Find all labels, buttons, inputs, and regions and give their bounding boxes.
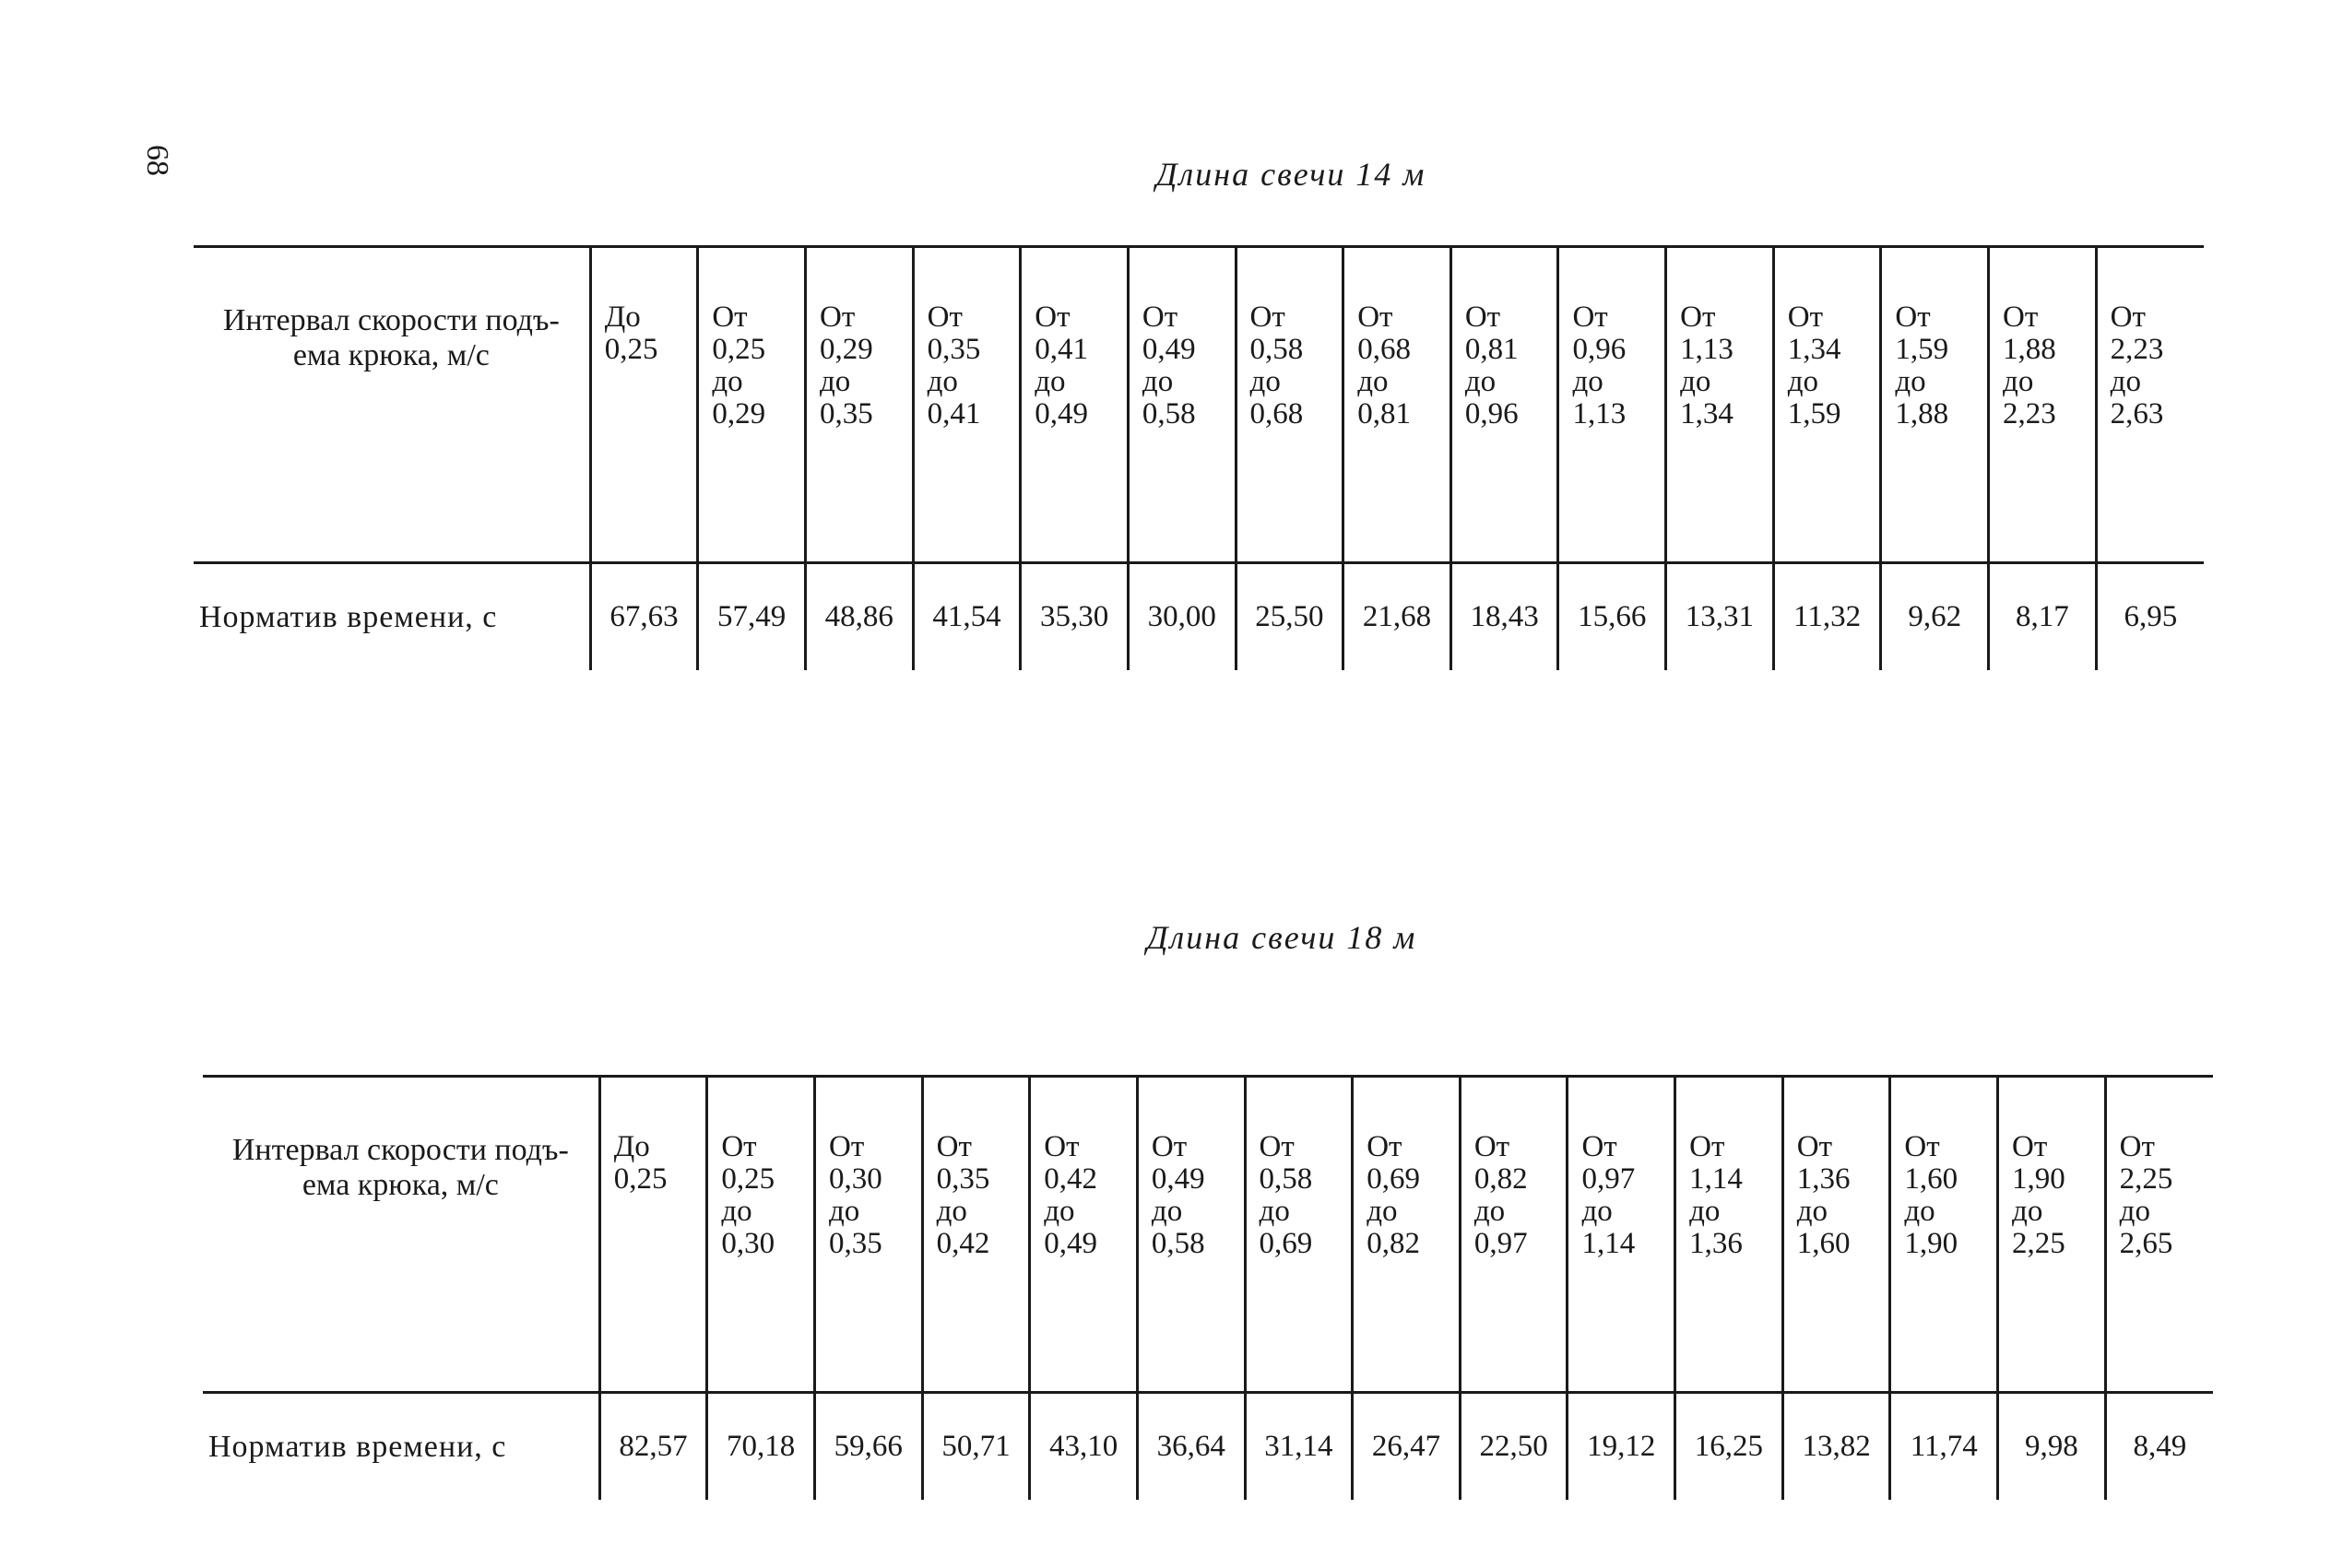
interval-cell xyxy=(1890,1077,1998,1393)
interval-cell xyxy=(2096,247,2204,563)
interval-cell-text: От xyxy=(1572,301,1608,334)
norm-cell: 30,00 xyxy=(1128,563,1236,671)
interval-cell-text: От xyxy=(1151,1130,1188,1163)
norm-cell: 13,82 xyxy=(1782,1393,1890,1501)
interval-cell xyxy=(1773,247,1881,563)
interval-cell-text: 0,97 xyxy=(1581,1162,1636,1196)
interval-cell xyxy=(599,1077,707,1393)
interval-cell-text: От xyxy=(2119,1130,2155,1163)
interval-header-label xyxy=(194,247,590,563)
interval-cell-text: От xyxy=(1680,301,1716,334)
interval-cell-text: 1,60 xyxy=(1796,1227,1851,1260)
interval-cell-text: 2,23 xyxy=(2003,397,2056,430)
interval-cell-text: до xyxy=(712,365,743,398)
interval-cell-text: до xyxy=(1796,1195,1828,1228)
interval-cell xyxy=(698,247,806,563)
norm-header-label: Норматив времени, с xyxy=(199,599,498,634)
interval-cell-text: От xyxy=(1249,301,1285,334)
interval-cell-text: От xyxy=(1044,1130,1080,1163)
interval-cell-text: 1,14 xyxy=(1689,1162,1743,1196)
interval-cell-text: 0,35 xyxy=(927,333,981,366)
interval-cell-text: 0,30 xyxy=(828,1162,882,1196)
norm-cell: 9,98 xyxy=(1998,1393,2106,1501)
interval-cell-text: От xyxy=(1035,301,1071,334)
interval-cell-text: до xyxy=(721,1195,752,1228)
interval-cell xyxy=(1343,247,1451,563)
interval-cell-text: 0,82 xyxy=(1367,1227,1420,1260)
interval-cell-text: до xyxy=(1680,365,1711,398)
interval-header-label-line1: Интервал скорости подъ- xyxy=(231,1133,569,1167)
interval-cell-text: до xyxy=(1259,1195,1290,1228)
interval-cell-text: 0,68 xyxy=(1249,397,1304,430)
norm-cell: 6,95 xyxy=(2096,563,2204,671)
norm-cell: 57,49 xyxy=(698,563,806,671)
interval-cell-text: 0,81 xyxy=(1464,333,1519,366)
norm-cell: 25,50 xyxy=(1236,563,1343,671)
interval-cell-text: 0,69 xyxy=(1259,1227,1313,1260)
interval-cell-text: до xyxy=(1904,1195,1935,1228)
page-number: 68 xyxy=(140,145,174,176)
interval-cell-text: 0,49 xyxy=(1044,1227,1098,1260)
interval-cell-text: 0,58 xyxy=(1151,1227,1205,1260)
interval-cell-text: до xyxy=(1151,1195,1183,1228)
interval-cell-text: От xyxy=(828,1130,865,1163)
section-title-candle-14m: Длина свечи 14 м xyxy=(1155,156,1426,193)
interval-cell xyxy=(2105,1077,2213,1393)
interval-cell-text: От xyxy=(819,301,856,334)
norm-row xyxy=(203,1393,2213,1501)
norm-cell: 22,50 xyxy=(1460,1393,1568,1501)
interval-cell-text: 0,58 xyxy=(1249,333,1304,366)
interval-cell-text: От xyxy=(1895,301,1931,334)
interval-cell-text: 0,49 xyxy=(1142,333,1196,366)
interval-cell-text: До xyxy=(604,301,641,334)
interval-cell xyxy=(1558,247,1666,563)
norm-cell: 59,66 xyxy=(814,1393,922,1501)
interval-cell-text: От xyxy=(1787,301,1824,334)
interval-cell-text: 0,42 xyxy=(1044,1162,1098,1196)
interval-cell-text: От xyxy=(2110,301,2146,334)
interval-header-label-line2: ема крюка, м/с xyxy=(292,338,490,372)
norm-cell: 13,31 xyxy=(1666,563,1774,671)
interval-cell-text: 1,90 xyxy=(2012,1162,2065,1196)
interval-cell-text: до xyxy=(819,365,851,398)
interval-cell-text: до xyxy=(1787,365,1819,398)
interval-cell xyxy=(1353,1077,1461,1393)
interval-cell-text: до xyxy=(2003,365,2034,398)
interval-cell-text: 0,25 xyxy=(721,1162,775,1196)
norm-cell: 67,63 xyxy=(590,563,698,671)
interval-cell xyxy=(1460,1077,1568,1393)
interval-cell-text: 0,58 xyxy=(1259,1162,1313,1196)
interval-cell-text: 1,90 xyxy=(1904,1227,1958,1260)
interval-cell xyxy=(1245,1077,1353,1393)
norm-row xyxy=(194,563,2204,671)
norm-cell: 16,25 xyxy=(1675,1393,1783,1501)
interval-header-label xyxy=(203,1077,599,1393)
interval-cell-text: От xyxy=(2012,1130,2048,1163)
interval-cell-text: От xyxy=(1464,301,1501,334)
interval-cell-text: до xyxy=(1581,1195,1613,1228)
interval-cell-text: до xyxy=(1357,365,1389,398)
interval-cell-text: От xyxy=(1367,1130,1402,1163)
interval-cell-text: 0,97 xyxy=(1473,1227,1528,1260)
interval-cell-text: до xyxy=(927,365,958,398)
norm-table-candle-18m xyxy=(203,1075,2213,1500)
interval-header-label-line2: ема крюка, м/с xyxy=(302,1168,499,1202)
norm-cell: 35,30 xyxy=(1021,563,1129,671)
interval-row xyxy=(203,1077,2213,1393)
interval-cell-text: 0,25 xyxy=(613,1162,668,1196)
interval-cell-text: 0,81 xyxy=(1357,397,1411,430)
interval-cell-text: 1,13 xyxy=(1680,333,1733,366)
interval-cell-text: 1,13 xyxy=(1572,397,1627,430)
interval-cell-text: От xyxy=(1259,1130,1295,1163)
interval-cell-text: до xyxy=(1035,365,1066,398)
interval-header-label-line1: Интервал скорости подъ- xyxy=(222,303,560,337)
interval-cell-text: 0,96 xyxy=(1572,333,1627,366)
norm-table-candle-14m xyxy=(194,245,2204,670)
interval-cell-text: до xyxy=(1367,1195,1398,1228)
interval-cell xyxy=(1881,247,1989,563)
norm-cell: 19,12 xyxy=(1568,1393,1675,1501)
interval-cell xyxy=(1236,247,1343,563)
interval-cell-text: От xyxy=(927,301,963,334)
norm-cell: 15,66 xyxy=(1558,563,1666,671)
interval-cell-text: 0,41 xyxy=(927,397,981,430)
interval-cell xyxy=(707,1077,815,1393)
interval-cell-text: 0,25 xyxy=(604,333,658,366)
interval-cell xyxy=(1675,1077,1783,1393)
interval-cell-text: до xyxy=(1249,365,1281,398)
interval-cell-text: 0,68 xyxy=(1357,333,1411,366)
interval-cell-text: От xyxy=(1796,1130,1833,1163)
interval-cell-text: до xyxy=(1142,365,1174,398)
interval-cell-text: От xyxy=(712,301,748,334)
interval-cell-text: 0,35 xyxy=(828,1227,882,1260)
interval-cell xyxy=(1137,1077,1245,1393)
norm-cell: 82,57 xyxy=(599,1393,707,1501)
interval-cell xyxy=(1128,247,1236,563)
interval-cell-text: 2,63 xyxy=(2110,397,2164,430)
interval-cell-text: до xyxy=(1895,365,1926,398)
norm-cell: 18,43 xyxy=(1450,563,1558,671)
interval-cell-text: 1,14 xyxy=(1581,1227,1636,1260)
norm-cell: 26,47 xyxy=(1353,1393,1461,1501)
interval-cell xyxy=(1568,1077,1675,1393)
interval-cell-text: От xyxy=(936,1130,972,1163)
interval-cell-text: 0,35 xyxy=(819,397,873,430)
interval-cell-text: до xyxy=(828,1195,860,1228)
norm-cell: 21,68 xyxy=(1343,563,1451,671)
norm-cell: 11,32 xyxy=(1773,563,1881,671)
interval-cell-text: От xyxy=(2003,301,2039,334)
interval-cell-text: 0,82 xyxy=(1473,1162,1528,1196)
interval-cell-text: 1,59 xyxy=(1895,333,1949,366)
interval-cell-text: до xyxy=(1044,1195,1075,1228)
interval-cell-text: От xyxy=(1904,1130,1940,1163)
interval-cell-text: до xyxy=(2110,365,2141,398)
interval-cell-text: 0,29 xyxy=(819,333,873,366)
interval-cell-text: 0,58 xyxy=(1142,397,1196,430)
interval-cell xyxy=(1989,247,2097,563)
norm-header-label: Норматив времени, с xyxy=(208,1429,507,1464)
interval-cell-text: 1,36 xyxy=(1689,1227,1743,1260)
norm-cell: 8,17 xyxy=(1989,563,2097,671)
norm-cell: 8,49 xyxy=(2105,1393,2213,1501)
section-title-candle-18m: Длина свечи 18 м xyxy=(1146,919,1417,956)
interval-cell-text: до xyxy=(2119,1195,2150,1228)
interval-cell-text: 0,69 xyxy=(1367,1162,1420,1196)
interval-cell-text: От xyxy=(1473,1130,1510,1163)
interval-cell xyxy=(1021,247,1129,563)
interval-cell xyxy=(1450,247,1558,563)
interval-cell-text: 0,49 xyxy=(1151,1162,1205,1196)
norm-cell: 50,71 xyxy=(922,1393,1030,1501)
interval-cell-text: 0,35 xyxy=(936,1162,990,1196)
interval-cell-text: до xyxy=(1473,1195,1506,1228)
interval-cell-text: 0,96 xyxy=(1464,397,1519,430)
interval-cell-text: 1,36 xyxy=(1796,1162,1851,1196)
norm-cell: 31,14 xyxy=(1245,1393,1353,1501)
norm-cell: 41,54 xyxy=(913,563,1021,671)
interval-row xyxy=(194,247,2204,563)
interval-cell-text: 0,41 xyxy=(1035,333,1089,366)
norm-cell: 11,74 xyxy=(1890,1393,1998,1501)
interval-cell xyxy=(590,247,698,563)
norm-cell: 70,18 xyxy=(707,1393,815,1501)
interval-cell-text: От xyxy=(1581,1130,1617,1163)
interval-cell xyxy=(913,247,1021,563)
interval-cell-text: 0,25 xyxy=(712,333,766,366)
interval-cell-text: 0,29 xyxy=(712,397,766,430)
interval-cell-text: 2,65 xyxy=(2119,1227,2173,1260)
interval-cell-text: 1,59 xyxy=(1787,397,1841,430)
interval-cell-text: до xyxy=(936,1195,967,1228)
norm-cell: 36,64 xyxy=(1137,1393,1245,1501)
interval-cell-text: до xyxy=(1464,365,1497,398)
interval-cell-text: 1,88 xyxy=(1895,397,1949,430)
interval-cell-text: От xyxy=(1142,301,1178,334)
norm-cell: 43,10 xyxy=(1030,1393,1138,1501)
interval-cell-text: 2,25 xyxy=(2119,1162,2173,1196)
interval-cell-text: 0,49 xyxy=(1035,397,1089,430)
interval-cell-text: до xyxy=(2012,1195,2043,1228)
interval-cell-text: 2,23 xyxy=(2110,333,2164,366)
interval-cell xyxy=(1998,1077,2106,1393)
interval-cell xyxy=(805,247,913,563)
norm-cell: 48,86 xyxy=(805,563,913,671)
interval-cell-text: до xyxy=(1689,1195,1721,1228)
interval-cell-text: От xyxy=(1357,301,1393,334)
interval-cell-text: 1,34 xyxy=(1787,333,1841,366)
interval-cell-text: 1,88 xyxy=(2003,333,2056,366)
interval-cell-text: 0,30 xyxy=(721,1227,775,1260)
interval-cell xyxy=(1782,1077,1890,1393)
interval-cell-text: 2,25 xyxy=(2012,1227,2065,1260)
interval-cell-text: 1,60 xyxy=(1904,1162,1958,1196)
interval-cell-text: до xyxy=(1572,365,1603,398)
interval-cell-text: От xyxy=(1689,1130,1725,1163)
norm-cell: 9,62 xyxy=(1881,563,1989,671)
interval-cell-text: 0,42 xyxy=(936,1227,990,1260)
interval-cell xyxy=(922,1077,1030,1393)
interval-cell xyxy=(1030,1077,1138,1393)
interval-cell xyxy=(1666,247,1774,563)
interval-cell xyxy=(814,1077,922,1393)
interval-cell-text: От xyxy=(721,1130,757,1163)
interval-cell-text: До xyxy=(613,1130,650,1163)
interval-cell-text: 1,34 xyxy=(1680,397,1733,430)
